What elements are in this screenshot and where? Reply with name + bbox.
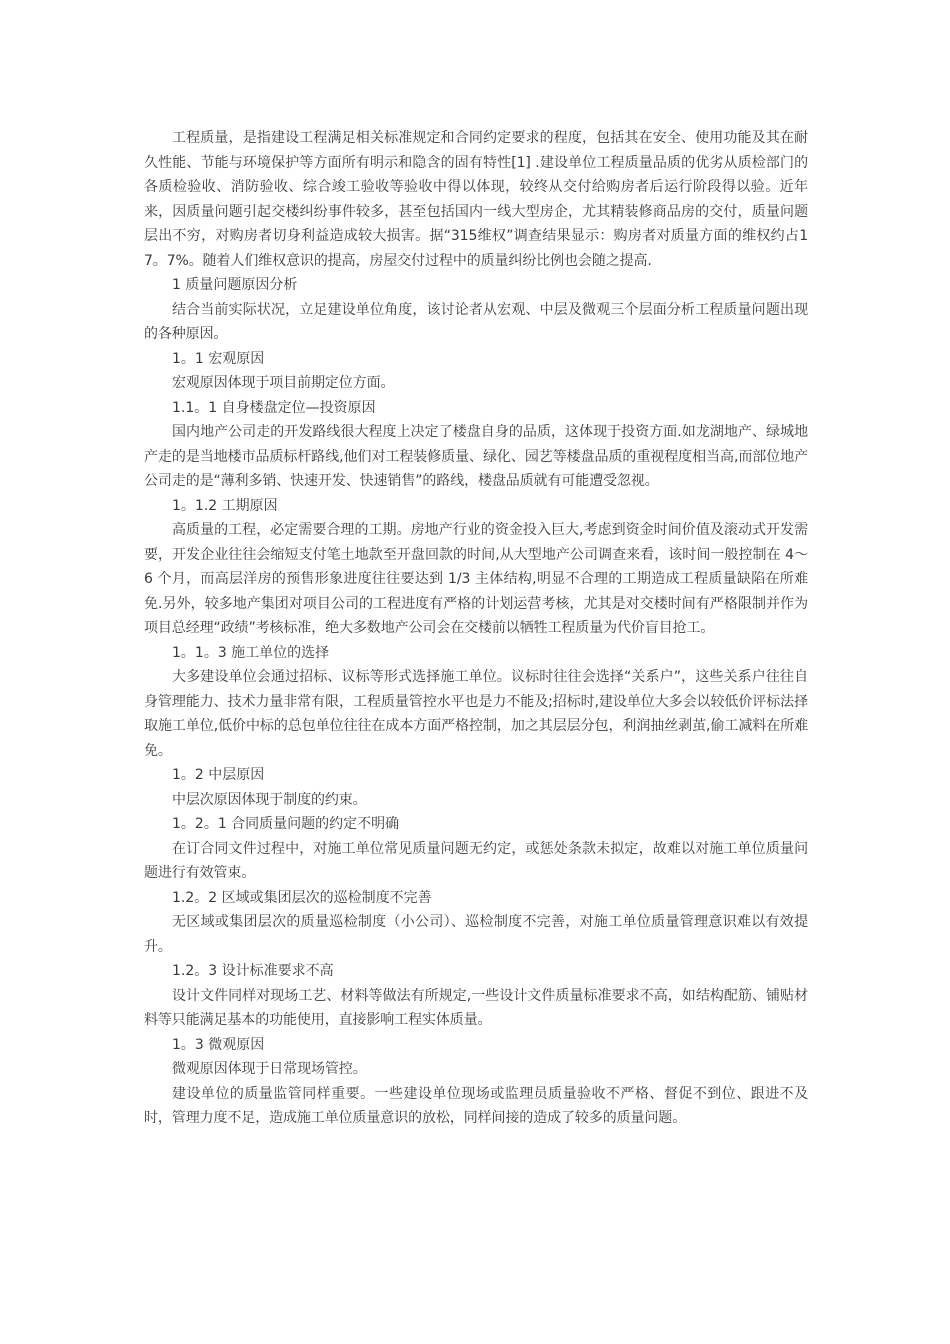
paragraph: 宏观原因体现于项目前期定位方面。 — [172, 375, 395, 391]
section-heading-1: 1 质量问题原因分析 — [172, 277, 298, 293]
section-heading-1-2-2: 1.2。2 区域或集团层次的巡检制度不完善 — [172, 889, 432, 906]
document-body — [144, 126, 808, 1131]
paragraph: 无区域或集团层次的质量巡检制度（小公司）、巡检制度不完善，对施工单位质量管理意识难以有效提升。 — [144, 914, 808, 955]
paragraph: 高质量的工程，必定需要合理的工期。房地产行业的资金投入巨大,考虑到资金时间价值及滚动式开发需要，开发企业往往会缩短支付笔土地款至开盘回款的时间,从大型地产公司调查来看，该时间一般控制在 4～6 个月，而高层洋房的预售形象进度往往要达到 1/3 主体结构,明显不合理的工期造成工程质量缺陷在所难免.另外，较多地产集团对项目公司的工程进度有严格的计划运营考核，尤其是对交楼时间有严格限制并作为项目总经理“政绩”考核标准，绝大多数地产公司会在交楼前以牺牲工程质量为代价盲目抢工。 — [144, 522, 808, 636]
section-heading-1-1-1: 1.1。1 自身楼盘定位—投资原因 — [172, 399, 376, 416]
paragraph: 微观原因体现于日常现场管控。 — [172, 1061, 367, 1077]
paragraph: 结合当前实际状况，立足建设单位角度，该讨论者从宏观、中层及微观三个层面分析工程质量问题出现的各种原因。 — [144, 301, 808, 342]
paragraph: 国内地产公司走的开发路线很大程度上决定了楼盘自身的品质，这体现于投资方面.如龙湖地产、绿城地产走的是当地楼市品质标杆路线,他们对工程装修质量、绿化、园艺等楼盘品质的重视程度相当高,而部位地产公司走的是“薄利多销、快速开发、快速销售”的路线，楼盘品质就有可能遭受忽视。 — [144, 424, 808, 489]
paragraph: 在订合同文件过程中，对施工单位常见质量问题无约定，或惩处条款未拟定，故难以对施工单位质量问题进行有效管束。 — [144, 840, 808, 881]
paragraph: 大多建设单位会通过招标、议标等形式选择施工单位。议标时往往会选择“关系户”，这些关系户往往自身管理能力、技术力量非常有限，工程质量管控水平也是力不能及;招标时,建设单位大多会以较低价评标法择取施工单位,低价中标的总包单位往往在成本方面严格控制，加之其层层分包，利润抽丝剥茧,偷工减料在所难免。 — [144, 669, 808, 759]
paragraph: 设计文件同样对现场工艺、材料等做法有所规定,一些设计文件质量标准要求不高，如结构配筋、铺贴材料等只能满足基本的功能使用，直接影响工程实体质量。 — [144, 987, 808, 1028]
section-heading-1-1-3: 1。1。3 施工单位的选择 — [172, 644, 330, 661]
intro-paragraph: 工程质量，是指建设工程满足相关标准规定和合同约定要求的程度，包括其在安全、使用功能及其在耐久性能、节能与环境保护等方面所有明示和隐含的固有特性[1] .建设单位工程质量品质的优劣从质检部门的各质检验收、消防验收、综合竣工验收等验收中得以体现，较终从交付给购房者后运行阶段得以验。近年来，因质量问题引起交楼纠纷事件较多，甚至包括国内一线大型房企，尤其精装修商品房的交付，质量问题层出不穷，对购房者切身利益造成较大损害。据“315维权”调查结果显示：购房者对质量方面的维权约占17。7%。随着人们维权意识的提高，房屋交付过程中的质量纠纷比例也会随之提高. — [144, 130, 808, 269]
section-heading-1-2-3: 1.2。3 设计标准要求不高 — [172, 963, 334, 979]
paragraph: 中层次原因体现于制度的约束。 — [172, 791, 367, 808]
section-heading-1-2-1: 1。2。1 合同质量问题的约定不明确 — [172, 816, 400, 832]
section-heading-1-3: 1。3 微观原因 — [172, 1036, 265, 1053]
section-heading-1-1-2: 1。1.2 工期原因 — [172, 497, 278, 514]
section-heading-1-1: 1。1 宏观原因 — [172, 350, 265, 367]
section-heading-1-2: 1。2 中层原因 — [172, 767, 265, 783]
paragraph: 建设单位的质量监管同样重要。一些建设单位现场或监理员质量验收不严格、督促不到位、跟进不及时，管理力度不足，造成施工单位质量意识的放松，同样间接的造成了较多的质量问题。 — [144, 1085, 808, 1126]
